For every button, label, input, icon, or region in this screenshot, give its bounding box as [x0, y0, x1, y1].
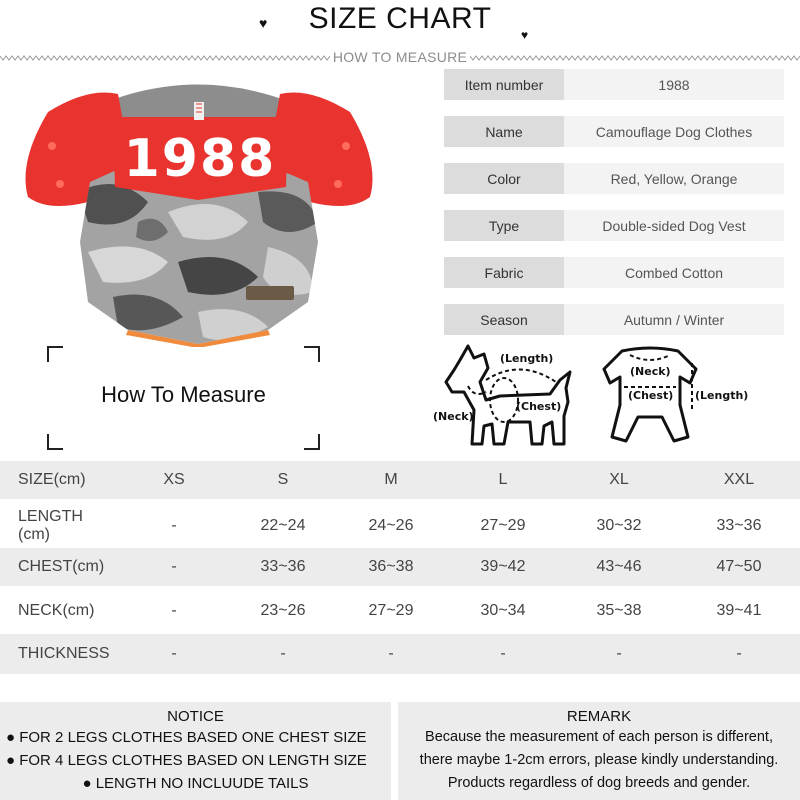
- garment-measure-diagram: [600, 345, 760, 455]
- spec-value: Combed Cotton: [564, 257, 784, 288]
- size-cell: -: [280, 645, 286, 662]
- spec-value: Camouflage Dog Clothes: [564, 116, 784, 147]
- remark-line: Products regardless of dog breeds and gender.: [447, 775, 751, 791]
- size-header-cell: L: [498, 471, 508, 488]
- spec-value: Double-sided Dog Vest: [564, 210, 784, 241]
- size-row-label: LENGTH (cm): [18, 508, 83, 543]
- size-cell: -: [171, 558, 177, 575]
- how-to-measure-box: [47, 346, 320, 450]
- notice-line: ● FOR 4 LEGS CLOTHES BASED ON LENGTH SIZE: [6, 752, 367, 769]
- size-cell: -: [736, 645, 742, 662]
- notice-title: NOTICE: [167, 708, 224, 725]
- size-row-label: THICKNESS: [18, 645, 110, 662]
- size-cell: -: [616, 645, 622, 662]
- size-cell: 27~29: [368, 602, 414, 619]
- garment-chest-label: (Chest): [628, 389, 674, 402]
- spec-row-type: [444, 210, 784, 241]
- spec-label: Item number: [444, 69, 564, 100]
- page-title: SIZE CHART: [308, 2, 492, 35]
- corner-bracket: [304, 434, 320, 450]
- how-to-measure-label: How To Measure: [101, 382, 266, 407]
- size-header-cell: S: [277, 471, 289, 488]
- spec-value: 1988: [564, 69, 784, 100]
- spec-label: Color: [444, 163, 564, 194]
- spec-row-item-number: [444, 69, 784, 100]
- size-cell: -: [171, 517, 177, 534]
- size-table-row: [0, 548, 800, 586]
- zigzag-divider-right: [470, 55, 800, 61]
- dog-measure-diagram: [430, 340, 590, 458]
- notice-box: [0, 702, 391, 800]
- spec-row-color: [444, 163, 784, 194]
- size-header-cell: M: [384, 471, 398, 488]
- size-table-header: [0, 461, 800, 499]
- size-cell: 36~38: [368, 558, 414, 575]
- dog-length-label: (Length): [500, 352, 554, 365]
- size-cell: -: [171, 645, 177, 662]
- remark-box: [398, 702, 800, 800]
- spec-label: Name: [444, 116, 564, 147]
- spec-row-season: [444, 304, 784, 335]
- size-row-label: NECK(cm): [18, 602, 95, 619]
- size-cell: 33~36: [716, 517, 762, 534]
- size-cell: 33~36: [260, 558, 306, 575]
- spec-label: Type: [444, 210, 564, 241]
- page-subtitle: HOW TO MEASURE: [332, 49, 468, 65]
- dog-neck-label: (Neck): [433, 410, 474, 423]
- remark-line: Because the measurement of each person is different,: [425, 729, 773, 745]
- size-cell: -: [388, 645, 394, 662]
- size-cell: 30~32: [596, 517, 642, 534]
- spec-row-name: [444, 116, 784, 147]
- size-table-row: [0, 506, 800, 546]
- size-cell: 24~26: [368, 517, 414, 534]
- size-cell: 39~41: [716, 602, 762, 619]
- corner-bracket: [47, 346, 63, 362]
- spec-label: Season: [444, 304, 564, 335]
- garment-neck-label: (Neck): [630, 365, 671, 378]
- notice-line: ● LENGTH NO INCLUUDE TAILS: [82, 775, 309, 792]
- spec-value: Red, Yellow, Orange: [564, 163, 784, 194]
- size-header-cell: XXL: [723, 471, 755, 488]
- spec-label: Fabric: [444, 257, 564, 288]
- size-cell: 23~26: [260, 602, 306, 619]
- product-print-number: 1988: [123, 129, 277, 189]
- size-cell: 47~50: [716, 558, 762, 575]
- product-image: [18, 72, 380, 347]
- corner-bracket: [47, 434, 63, 450]
- heart-icon: ♥: [521, 28, 529, 42]
- dog-chest-label: (Chest): [516, 400, 562, 413]
- size-cell: 39~42: [480, 558, 526, 575]
- size-cell: 22~24: [260, 517, 306, 534]
- size-header-cell: SIZE(cm): [18, 471, 86, 488]
- remark-line: there maybe 1-2cm errors, please kindly understanding.: [419, 752, 779, 768]
- size-cell: 27~29: [480, 517, 526, 534]
- spec-row-fabric: [444, 257, 784, 288]
- heart-icon: ♥: [259, 15, 268, 31]
- corner-bracket: [304, 346, 320, 362]
- spec-value: Autumn / Winter: [564, 304, 784, 335]
- size-table-row: [0, 590, 800, 632]
- size-cell: 43~46: [596, 558, 642, 575]
- notice-line: ● FOR 2 LEGS CLOTHES BASED ONE CHEST SIZE: [6, 729, 367, 746]
- size-row-label: CHEST(cm): [18, 558, 105, 575]
- size-header-cell: XL: [609, 471, 629, 488]
- size-cell: 35~38: [596, 602, 642, 619]
- size-cell: -: [500, 645, 506, 662]
- size-header-cell: XS: [163, 471, 185, 488]
- size-table-row: [0, 634, 800, 674]
- remark-title: REMARK: [566, 708, 632, 725]
- garment-length-label: (Length): [695, 389, 749, 402]
- size-cell: 30~34: [480, 602, 526, 619]
- size-cell: -: [171, 602, 177, 619]
